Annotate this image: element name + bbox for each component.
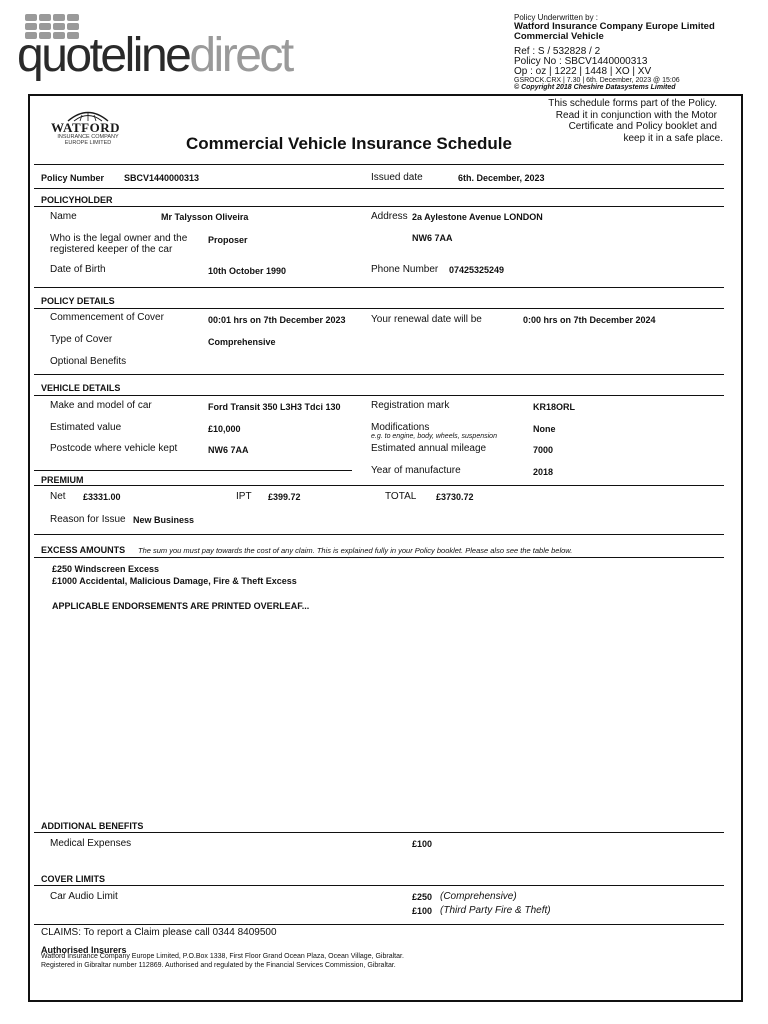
divider [34, 164, 724, 165]
excess-windscreen: £250 Windscreen Excess [52, 564, 159, 574]
divider [34, 832, 724, 833]
insurer-logo-name: WATFORD [51, 120, 120, 135]
net-value: £3331.00 [83, 492, 121, 502]
audio-limit-tpft: £100 [412, 906, 433, 916]
policy-details-heading: POLICY DETAILS [41, 296, 115, 306]
issued-date-label: Issued date [371, 172, 423, 183]
divider [34, 534, 724, 535]
audio-limit-comprehensive: £250 [412, 892, 433, 902]
owner-label-line2: registered keeper of the car [50, 244, 173, 255]
schedule-note-line: keep it in a safe place. [623, 132, 723, 144]
renewal-value: 0:00 hrs on 7th December 2024 [523, 315, 656, 325]
cover-type-label: Type of Cover [50, 334, 113, 345]
divider [34, 308, 724, 309]
registration-label: Registration mark [371, 400, 450, 411]
total-label: TOTAL [385, 491, 417, 502]
schedule-note-line: This schedule forms part of the Policy. [548, 98, 717, 109]
commencement-label: Commencement of Cover [50, 312, 164, 323]
make-label: Make and model of car [50, 400, 152, 411]
mileage-label: Estimated annual mileage [371, 443, 487, 454]
schedule-note-line: Certificate and Policy booklet and [568, 121, 717, 132]
issued-date: 6th. December, 2023 [458, 173, 545, 183]
address-line1: 2a Aylestone Avenue LONDON [412, 212, 543, 222]
policyholder-heading: POLICYHOLDER [41, 195, 113, 205]
underwritten-label: Policy Underwritten by : [514, 13, 599, 22]
divider [34, 470, 352, 471]
divider [34, 485, 724, 486]
renewal-label: Your renewal date will be [371, 314, 482, 325]
policyholder-name: Mr Talysson Oliveira [161, 212, 249, 222]
cover-limits-heading: COVER LIMITS [41, 874, 106, 884]
net-label: Net [50, 491, 66, 502]
make-value: Ford Transit 350 L3H3 Tdci 130 [208, 402, 341, 412]
quotelinedirect-logo [17, 29, 292, 82]
ipt-value: £399.72 [268, 492, 301, 502]
schedule-title: Commercial Vehicle Insurance Schedule [186, 134, 512, 153]
additional-benefits-heading: ADDITIONAL BENEFITS [41, 821, 144, 831]
audio-limit-label: Car Audio Limit [50, 891, 118, 902]
schedule-note-line: Read it in conjunction with the Motor [555, 109, 717, 121]
legal-line1: Watford Insurance Company Europe Limited, P.O.Box 1338, First Floor Grand Ocean Plaza, Ocean Village, Gibraltar. [41, 953, 404, 960]
authorised-insurers-heading: Authorised Insurers [41, 945, 127, 955]
owner-value: Proposer [208, 235, 248, 245]
policy-number-label: Policy Number [41, 173, 105, 183]
modifications-value: None [533, 424, 556, 434]
phone-value: 07425325249 [449, 265, 505, 275]
name-label: Name [50, 211, 77, 222]
dob-label: Date of Birth [50, 264, 106, 275]
value-label: Estimated value [50, 422, 122, 433]
divider [34, 395, 724, 396]
claims-line: CLAIMS: To report a Claim please call 0344 8409500 [41, 927, 277, 938]
dob-value: 10th October 1990 [208, 266, 287, 276]
phone-label: Phone Number [371, 264, 439, 275]
ref-number: Ref : S / 532828 / 2 [514, 46, 601, 57]
value-value: £10,000 [208, 424, 241, 434]
logo-direct: direct [189, 29, 292, 82]
premium-heading: PREMIUM [41, 475, 84, 485]
audio-limit-tpft-note: (Third Party Fire & Theft) [440, 905, 551, 916]
copyright-line: © Copyright 2018 Cheshire Datasystems Limited [514, 84, 676, 91]
excess-accidental: £1000 Accidental, Malicious Damage, Fire & Theft Excess [52, 576, 297, 586]
gsrock-stamp: GSROCK.CRX | 7.30 | 6th. December, 2023 @ 15:06 [514, 77, 680, 84]
endorsements-note: APPLICABLE ENDORSEMENTS ARE PRINTED OVERLEAF... [52, 601, 310, 611]
operator-codes: Op : oz | 1222 | 1448 | XO | XV [514, 66, 652, 77]
divider [34, 885, 724, 886]
modifications-hint: e.g. to engine, body, wheels, suspension [371, 433, 497, 440]
registration-value: KR18ORL [533, 402, 576, 412]
total-value: £3730.72 [436, 492, 474, 502]
mileage-value: 7000 [533, 445, 554, 455]
audio-limit-comprehensive-note: (Comprehensive) [440, 891, 517, 902]
address-label: Address [371, 211, 408, 222]
product-name: Commercial Vehicle [514, 31, 604, 42]
divider [34, 287, 724, 288]
excess-heading: EXCESS AMOUNTS [41, 545, 126, 555]
schedule-note [548, 98, 723, 144]
divider [34, 557, 724, 558]
divider [34, 206, 724, 207]
modifications-label: Modifications [371, 422, 430, 433]
underwriter-name: Watford Insurance Company Europe Limited [514, 21, 715, 32]
cover-type-value: Comprehensive [208, 337, 276, 347]
reason-label: Reason for Issue [50, 514, 126, 525]
excess-note: The sum you must pay towards the cost of any claim. This is explained fully in your Policy booklet. Please also see the table below. [138, 546, 573, 555]
medical-expenses-value: £100 [412, 839, 433, 849]
legal-line2: Registered in Gibraltar number 112869. Authorised and regulated by the Financial Services Commission, Gibraltar. [41, 962, 396, 969]
divider [34, 374, 724, 375]
postcode-label: Postcode where vehicle kept [50, 443, 178, 454]
year-label: Year of manufacture [371, 465, 461, 476]
optional-benefits-label: Optional Benefits [50, 356, 127, 367]
logo-quoteline: quoteline [17, 29, 190, 82]
commencement-value: 00:01 hrs on 7th December 2023 [208, 315, 346, 325]
address-line2: NW6 7AA [412, 233, 453, 243]
postcode-value: NW6 7AA [208, 445, 249, 455]
divider [34, 924, 724, 925]
insurer-logo-sub2: EUROPE LIMITED [64, 140, 112, 146]
divider [34, 188, 724, 189]
reason-value: New Business [133, 515, 195, 525]
year-value: 2018 [533, 467, 554, 477]
owner-label-line1: Who is the legal owner and the [50, 233, 188, 244]
insurer-logo-sub1: INSURANCE COMPANY [57, 134, 119, 140]
policy-number: SBCV1440000313 [124, 173, 200, 183]
header-policy-no: Policy No : SBCV1440000313 [514, 56, 648, 67]
vehicle-details-heading: VEHICLE DETAILS [41, 383, 121, 393]
medical-expenses-label: Medical Expenses [50, 838, 132, 849]
ipt-label: IPT [236, 491, 252, 502]
